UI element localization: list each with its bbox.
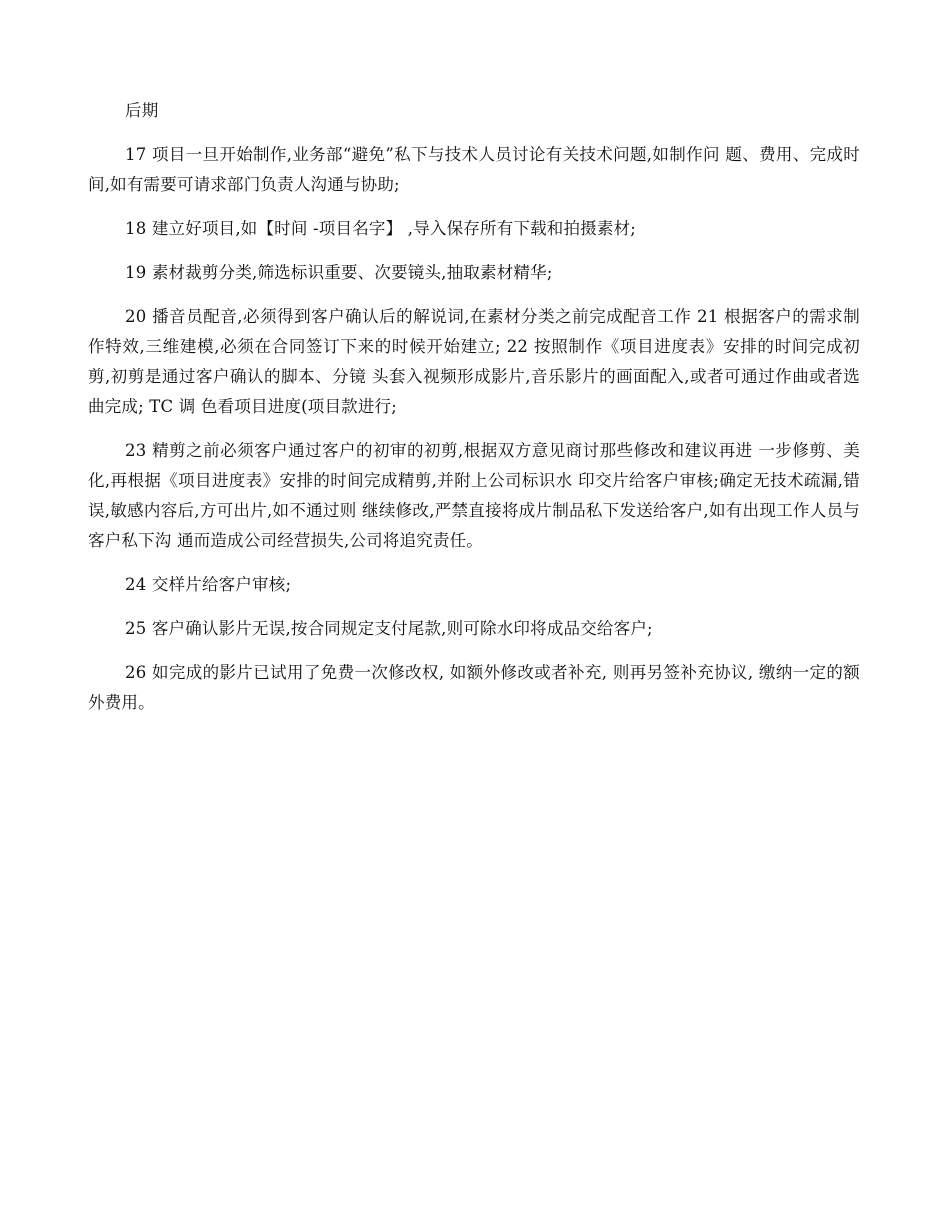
document-page (88, 96, 860, 732)
paragraph-18: 18 建立好项目,如【时间 -项目名字】 ,导入保存所有下载和拍摄素材; (125, 219, 637, 238)
paragraph-20-22: 20 播音员配音,必须得到客户确认后的解说词,在素材分类之前完成配音工作 21 根据客户的需求制作特效,三维建模,必须在合同签订下来的时候开始建立; 22 按照制作《项目进度表》安排的时间完成初剪,初剪是通过客户确认的脚本、分镜 头套入视频形成影片,音乐影片的画面配入,或者可通过作曲或者选曲完成; TC 调 色看项目进度(项目款进行; (88, 307, 860, 416)
paragraph-23: 23 精剪之前必须客户通过客户的初审的初剪,根据双方意见商讨那些修改和建议再进 一步修剪、美化,再根据《项目进度表》安排的时间完成精剪,并附上公司标识水 印交片给客户审核;确定无技术疏漏,错误,敏感内容后,方可出片,如不通过则 继续修改,严禁直接将成片制品私下发送给客户,如有出现工作人员与客户私下沟 通而造成公司经营损失,公司将追究责任。 (88, 441, 860, 550)
paragraph-19: 19 素材裁剪分类,筛选标识重要、次要镜头,抽取素材精华; (125, 263, 553, 282)
paragraph-25: 25 客户确认影片无误,按合同规定支付尾款,则可除水印将成品交给客户; (125, 619, 653, 638)
section-heading: 后期 (125, 101, 159, 120)
paragraph-17: 17 项目一旦开始制作,业务部“避免”私下与技术人员讨论有关技术问题,如制作问 题、费用、完成时间,如有需要可请求部门负责人沟通与协助; (88, 145, 860, 194)
paragraph-26: 26 如完成的影片已试用了免费一次修改权, 如额外修改或者补充, 则再另签补充协议, 缴纳一定的额外费用。 (88, 663, 860, 712)
paragraph-24: 24 交样片给客户审核; (125, 575, 292, 594)
